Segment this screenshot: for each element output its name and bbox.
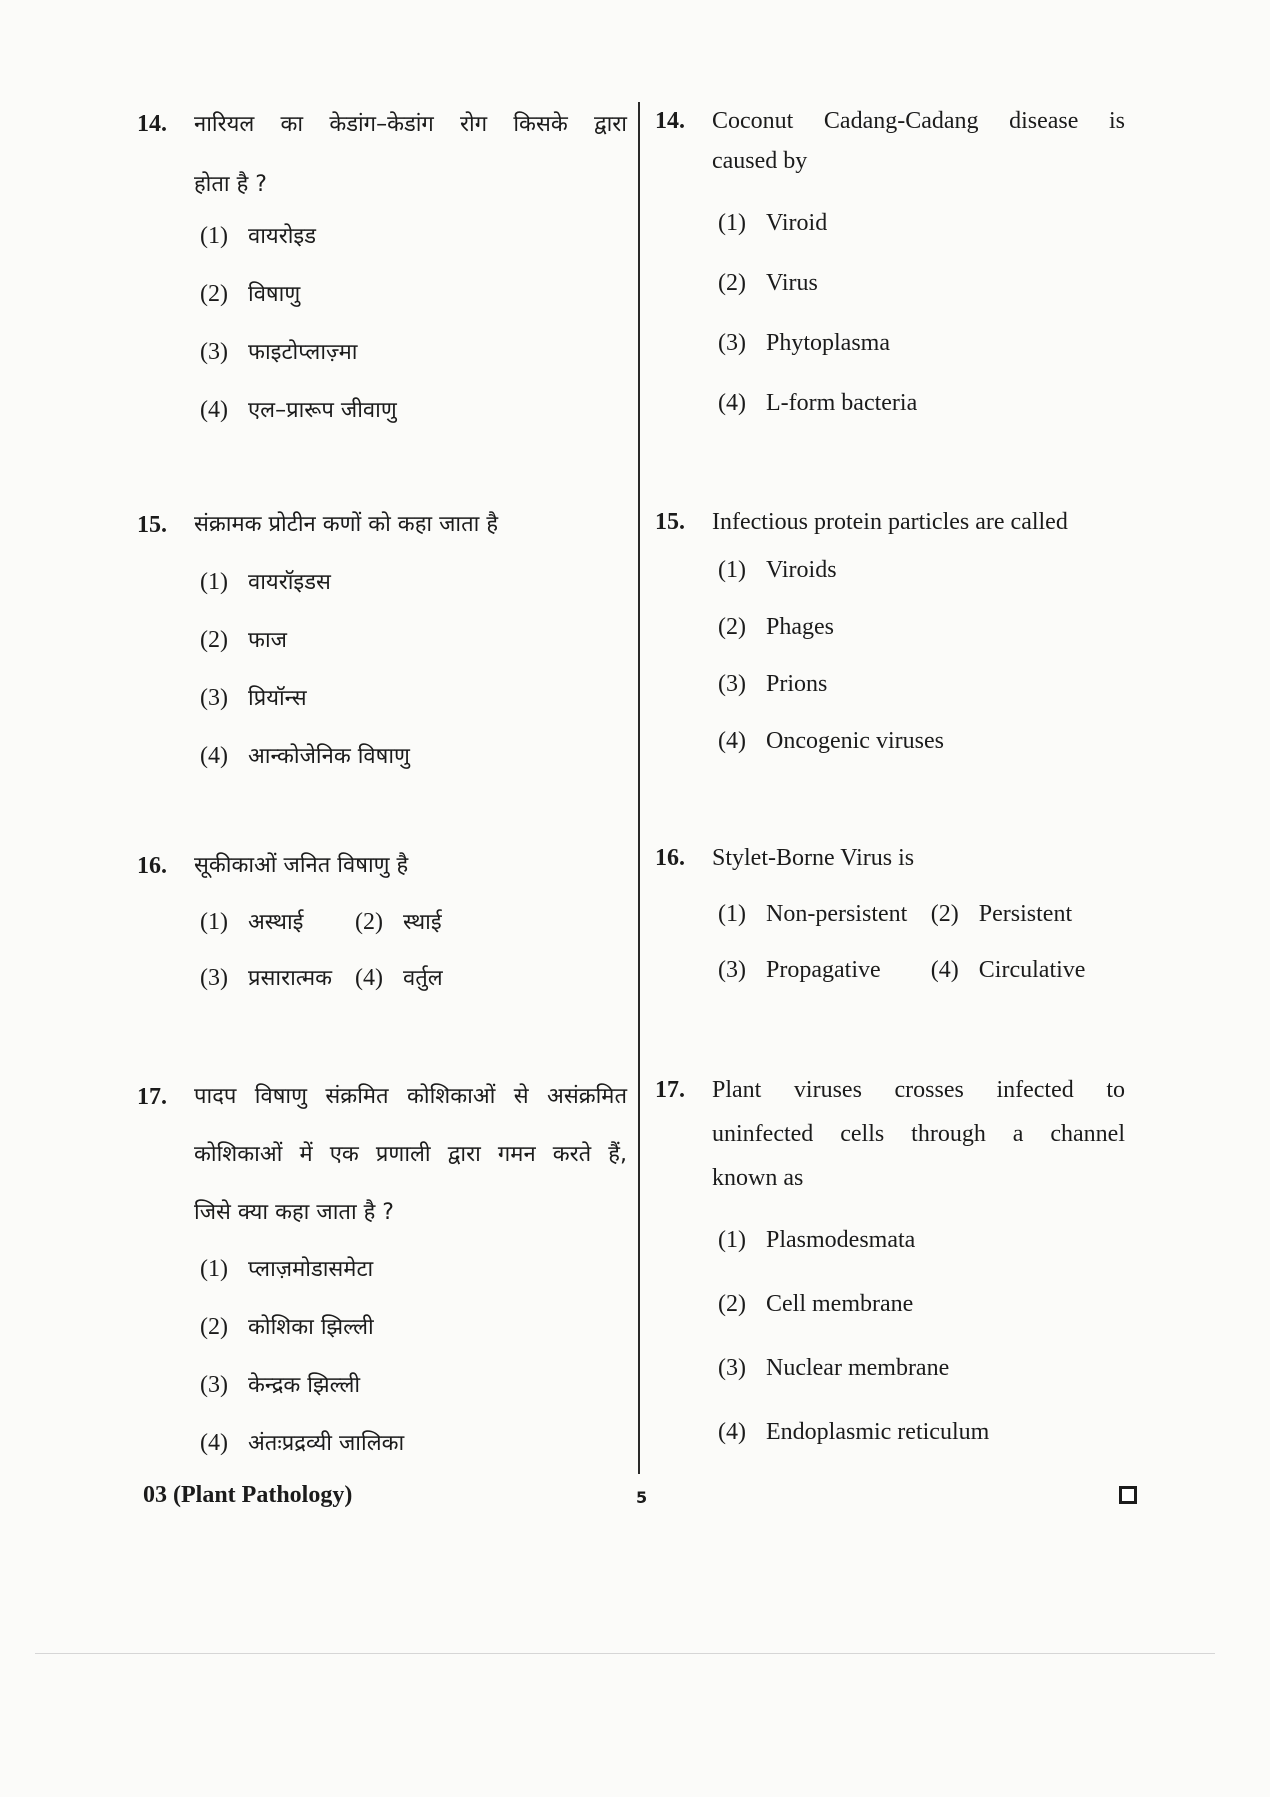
option-4: (4) L-form bacteria [718,390,918,416]
option-2: (2) Phages [718,614,834,640]
question-number: 14. [655,108,685,134]
question-text-line: uninfected cells through a channel [712,1121,1125,1147]
question-14-hindi [137,95,627,439]
question-text-line: पादप विषाणु संक्रमित कोशिकाओं से असंक्रमित [194,1084,627,1109]
option-1: (1) Viroids [718,557,837,583]
question-number: 17. [137,1084,167,1110]
option-1: (1) वायरोइड [200,223,316,249]
option-2: (2) Cell membrane [718,1291,914,1317]
option-4: (4) एल–प्रारूप जीवाणु [200,397,397,423]
option-3: (3) फाइटोप्लाज़्मा [200,339,358,365]
subject-footer: 03 (Plant Pathology) [143,1482,353,1508]
question-text-line: Stylet-Borne Virus is [712,845,915,871]
option-4: (4) वर्तुल [355,965,443,991]
option-1: (1) अस्थाई [200,909,304,935]
question-17-hindi [137,1068,627,1472]
question-15-hindi [137,505,627,785]
option-4: (4) आन्कोजेनिक विषाणु [200,743,410,769]
question-text-line: Plant viruses crosses infected to [712,1077,1125,1103]
option-1: (1) Viroid [718,210,828,236]
square-box-icon [1119,1486,1137,1504]
option-3: (3) प्रियॉन्स [200,685,307,711]
question-text-line: known as [712,1165,804,1191]
question-number: 15. [655,509,685,535]
question-text-line: नारियल का केडांग–केडांग रोग किसके द्वारा [194,112,627,137]
option-2: (2) फाज [200,627,287,653]
option-1: (1) Plasmodesmata [718,1227,916,1253]
option-1: (1) प्लाज़मोडासमेटा [200,1256,374,1282]
option-3: (3) Phytoplasma [718,330,890,356]
question-text-line: caused by [712,148,808,174]
option-2: (2) कोशिका झिल्ली [200,1314,374,1340]
question-number: 16. [137,853,167,879]
question-number: 14. [137,111,167,137]
question-text-line: सूकीकाओं जनित विषाणु है [194,853,409,878]
question-text-line: जिसे क्या कहा जाता है ? [194,1200,394,1225]
option-4: (4) अंतःप्रद्रव्यी जालिका [200,1430,405,1456]
question-number: 15. [137,512,167,538]
option-2: (2) Virus [718,270,818,296]
option-4: (4) Endoplasmic reticulum [718,1419,990,1445]
option-1: (1) Non-persistent [718,901,908,927]
question-16-english [655,838,1125,998]
question-14-english [655,101,1125,433]
question-text-line: कोशिकाओं में एक प्रणाली द्वारा गमन करते हैं, [194,1142,627,1167]
question-text-line: Infectious protein particles are called [712,509,1068,535]
bottom-rule [35,1653,1215,1654]
option-2: (2) विषाणु [200,281,301,307]
option-3: (3) Nuclear membrane [718,1355,950,1381]
question-text-line: Coconut Cadang-Cadang disease is [712,108,1125,134]
option-3: (3) Propagative [718,957,881,983]
option-4: (4) Oncogenic viruses [718,728,944,754]
question-text-line: होता है ? [194,172,267,197]
option-1: (1) वायरॉइडस [200,569,331,595]
question-16-hindi [137,846,627,1006]
question-15-english [655,502,1125,770]
option-3: (3) Prions [718,671,828,697]
option-4: (4) Circulative [930,957,1086,983]
option-2: (2) Persistent [930,901,1073,927]
question-17-english [655,1068,1125,1464]
question-number: 16. [655,845,685,871]
question-text-line: संक्रामक प्रोटीन कणों को कहा जाता है [194,512,499,537]
question-number: 17. [655,1077,685,1103]
option-3: (3) केन्द्रक झिल्ली [200,1372,361,1398]
option-3: (3) प्रसारात्मक [200,965,333,991]
option-2: (2) स्थाई [355,909,442,935]
page-number: 5 [636,1488,648,1507]
column-divider [638,102,640,1474]
